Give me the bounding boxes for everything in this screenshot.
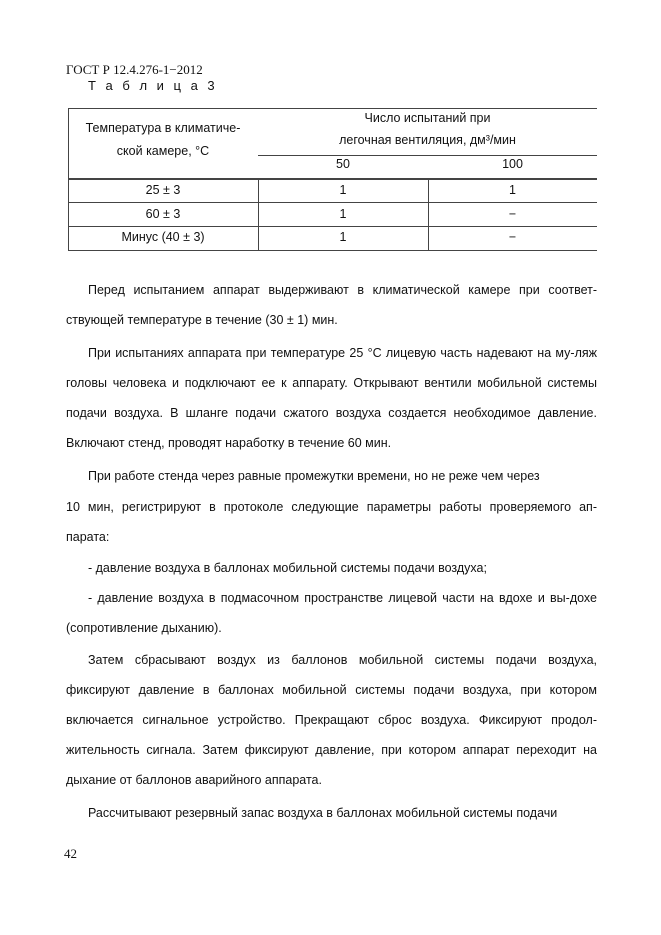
paragraph: Рассчитывают резервный запас воздуха в баллонах мобильной системы подачи (88, 806, 558, 820)
page-number: 42 (64, 846, 77, 861)
temperature-header-line2: ской камере, °С (116, 144, 210, 158)
table-bottom-border (68, 250, 597, 251)
table-cell-v50: 1 (339, 230, 347, 244)
subheader-100: 100 (502, 157, 523, 171)
table-cell-v100: − (508, 230, 517, 244)
table-cell-v100: 1 (509, 183, 516, 197)
paragraph: Перед испытанием аппарат выдерживают в климатической камере при соответ-ствующей температуре в течение (30 ± 1) мин. (66, 283, 597, 327)
paragraph: 10 мин, регистрируют в протоколе следующие параметры работы проверяемого ап-парата: (66, 500, 597, 544)
tests-group-header-line1: Число испытаний при (364, 111, 491, 125)
table-cell-temp: Минус (40 ± 3) (121, 230, 205, 244)
temperature-header-line1: Температура в климатиче- (85, 121, 241, 135)
subheader-50: 50 (336, 157, 350, 171)
tests-group-header-line2: легочная вентиляция, дм³/мин (339, 133, 516, 147)
paragraph: При испытаниях аппарата при температуре 25 °С лицевую часть надевают на му-ляж головы человека и подключают ее к аппарату. Открывают вентили мобильной системы подачи воздуха. В шланге подачи сжатого воздуха создается необходимое давление. Включают стенд, проводят наработку в течение 60 мин. (66, 346, 597, 450)
data-table (0, 0, 661, 260)
table-cell-temp: 60 ± 3 (145, 207, 181, 221)
paragraph: Затем сбрасывают воздух из баллонов мобильной системы подачи воздуха, фиксируют давление в баллонах мобильной системы подачи воздуха, при котором включается сигнальное устройство. Прекращают сброс воздуха. Фиксируют продол-жительность сигнала. Затем фиксируют давление, при котором аппарат переходит на дыхание от баллонов аварийного аппарата. (66, 653, 597, 787)
standard-header: ГОСТ Р 12.4.276-1−2012 (66, 62, 203, 77)
list-item: - давление воздуха в подмасочном пространстве лицевой части на вдохе и вы-дохе (сопротивление дыханию). (66, 591, 597, 635)
paragraph: При работе стенда через равные промежутки времени, но не реже чем через (88, 469, 540, 483)
table-caption: Т а б л и ц а 3 (88, 78, 218, 93)
list-item: - давление воздуха в баллонах мобильной системы подачи воздуха; (88, 561, 487, 575)
table-cell-v50: 1 (339, 183, 347, 197)
table-cell-temp: 25 ± 3 (145, 183, 181, 197)
table-cell-v50: 1 (339, 207, 347, 221)
table-cell-v100: − (508, 207, 517, 221)
